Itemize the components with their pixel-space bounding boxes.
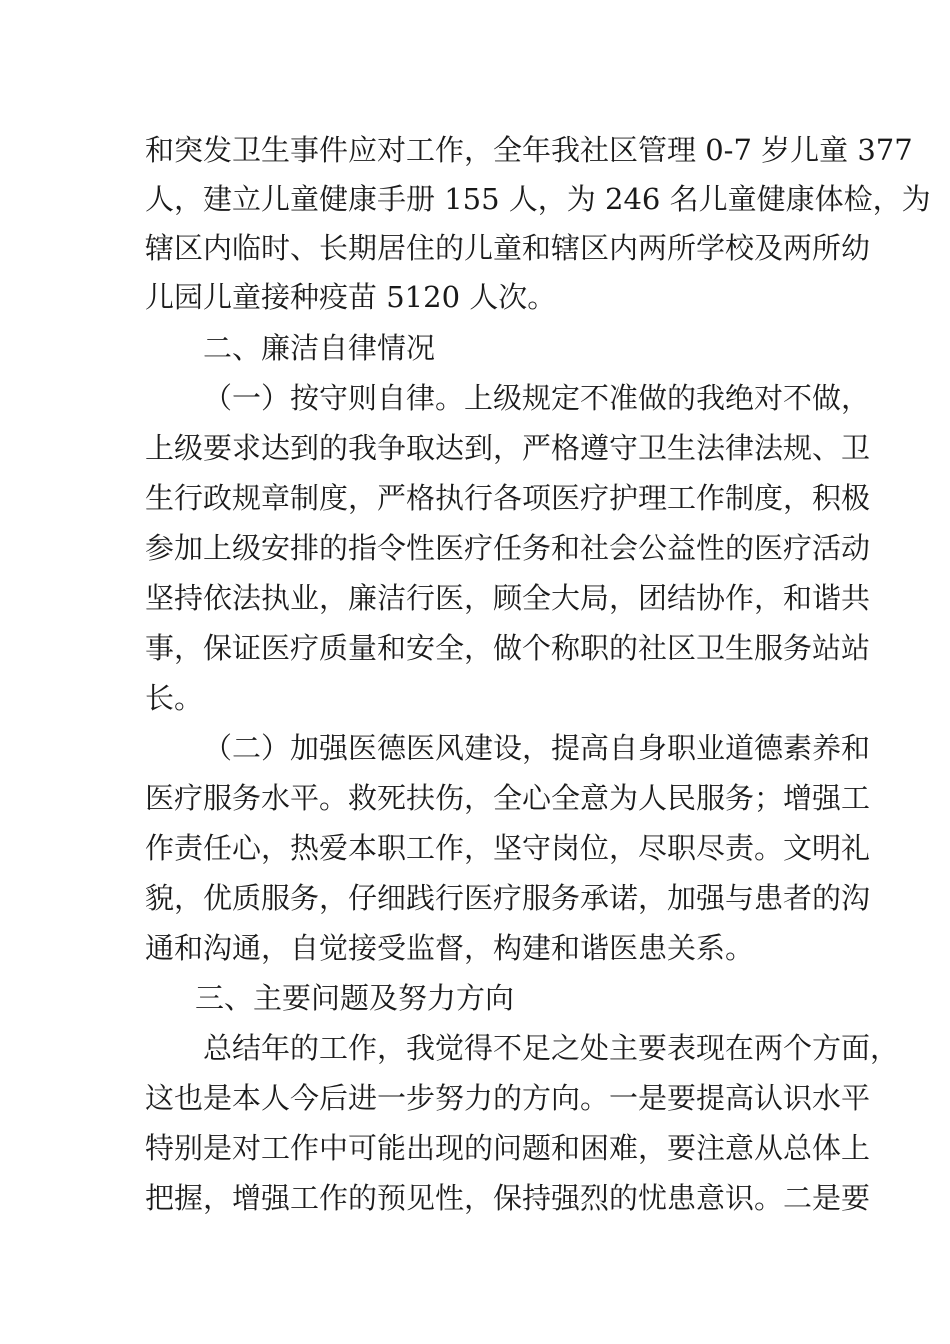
text-line: 总结年的工作，我觉得不足之处主要表现在两个方面， [203, 1031, 900, 1065]
text-line: 上级要求达到的我争取达到，严格遵守卫生法律法规、卫 [145, 431, 871, 465]
text-line: 作责任心，热爱本职工作，坚守岗位，尽职尽责。文明礼 [145, 831, 871, 865]
text-line: 医疗服务水平。救死扶伤，全心全意为人民服务；增强工 [145, 781, 871, 815]
section-heading: 三、主要问题及努力方向 [195, 981, 515, 1015]
text-line: （一）按守则自律。上级规定不准做的我绝对不做， [203, 381, 871, 415]
text-line: 生行政规章制度，严格执行各项医疗护理工作制度，积极 [145, 481, 871, 515]
text-line: 坚持依法执业，廉洁行医，顾全大局，团结协作，和谐共 [145, 581, 871, 615]
text-line: 貌，优质服务，仔细践行医疗服务承诺，加强与患者的沟 [145, 881, 871, 915]
text-line: 事，保证医疗质量和安全，做个称职的社区卫生服务站站 [145, 631, 871, 665]
text-line: 把握，增强工作的预见性，保持强烈的忧患意识。二是要 [145, 1181, 871, 1215]
text-line: 参加上级安排的指令性医疗任务和社会公益性的医疗活动 [145, 531, 871, 565]
text-line: 儿园儿童接种疫苗 5120 人次。 [145, 280, 557, 314]
text-line: 通和沟通，自觉接受监督，构建和谐医患关系。 [145, 931, 755, 965]
text-line: 特别是对工作中可能出现的问题和困难，要注意从总体上 [145, 1131, 871, 1165]
section-heading: 二、廉洁自律情况 [203, 331, 436, 365]
text-line: （二）加强医德医风建设，提高自身职业道德素养和 [203, 731, 871, 765]
text-line: 辖区内临时、长期居住的儿童和辖区内两所学校及两所幼 [145, 231, 871, 265]
text-line: 长。 [145, 681, 204, 715]
text-line: 这也是本人今后进一步努力的方向。一是要提高认识水平 [145, 1081, 871, 1115]
text-line: 和突发卫生事件应对工作，全年我社区管理 0-7 岁儿童 377 [145, 133, 913, 167]
text-line: 人，建立儿童健康手册 155 人，为 246 名儿童健康体检，为 [145, 182, 931, 216]
